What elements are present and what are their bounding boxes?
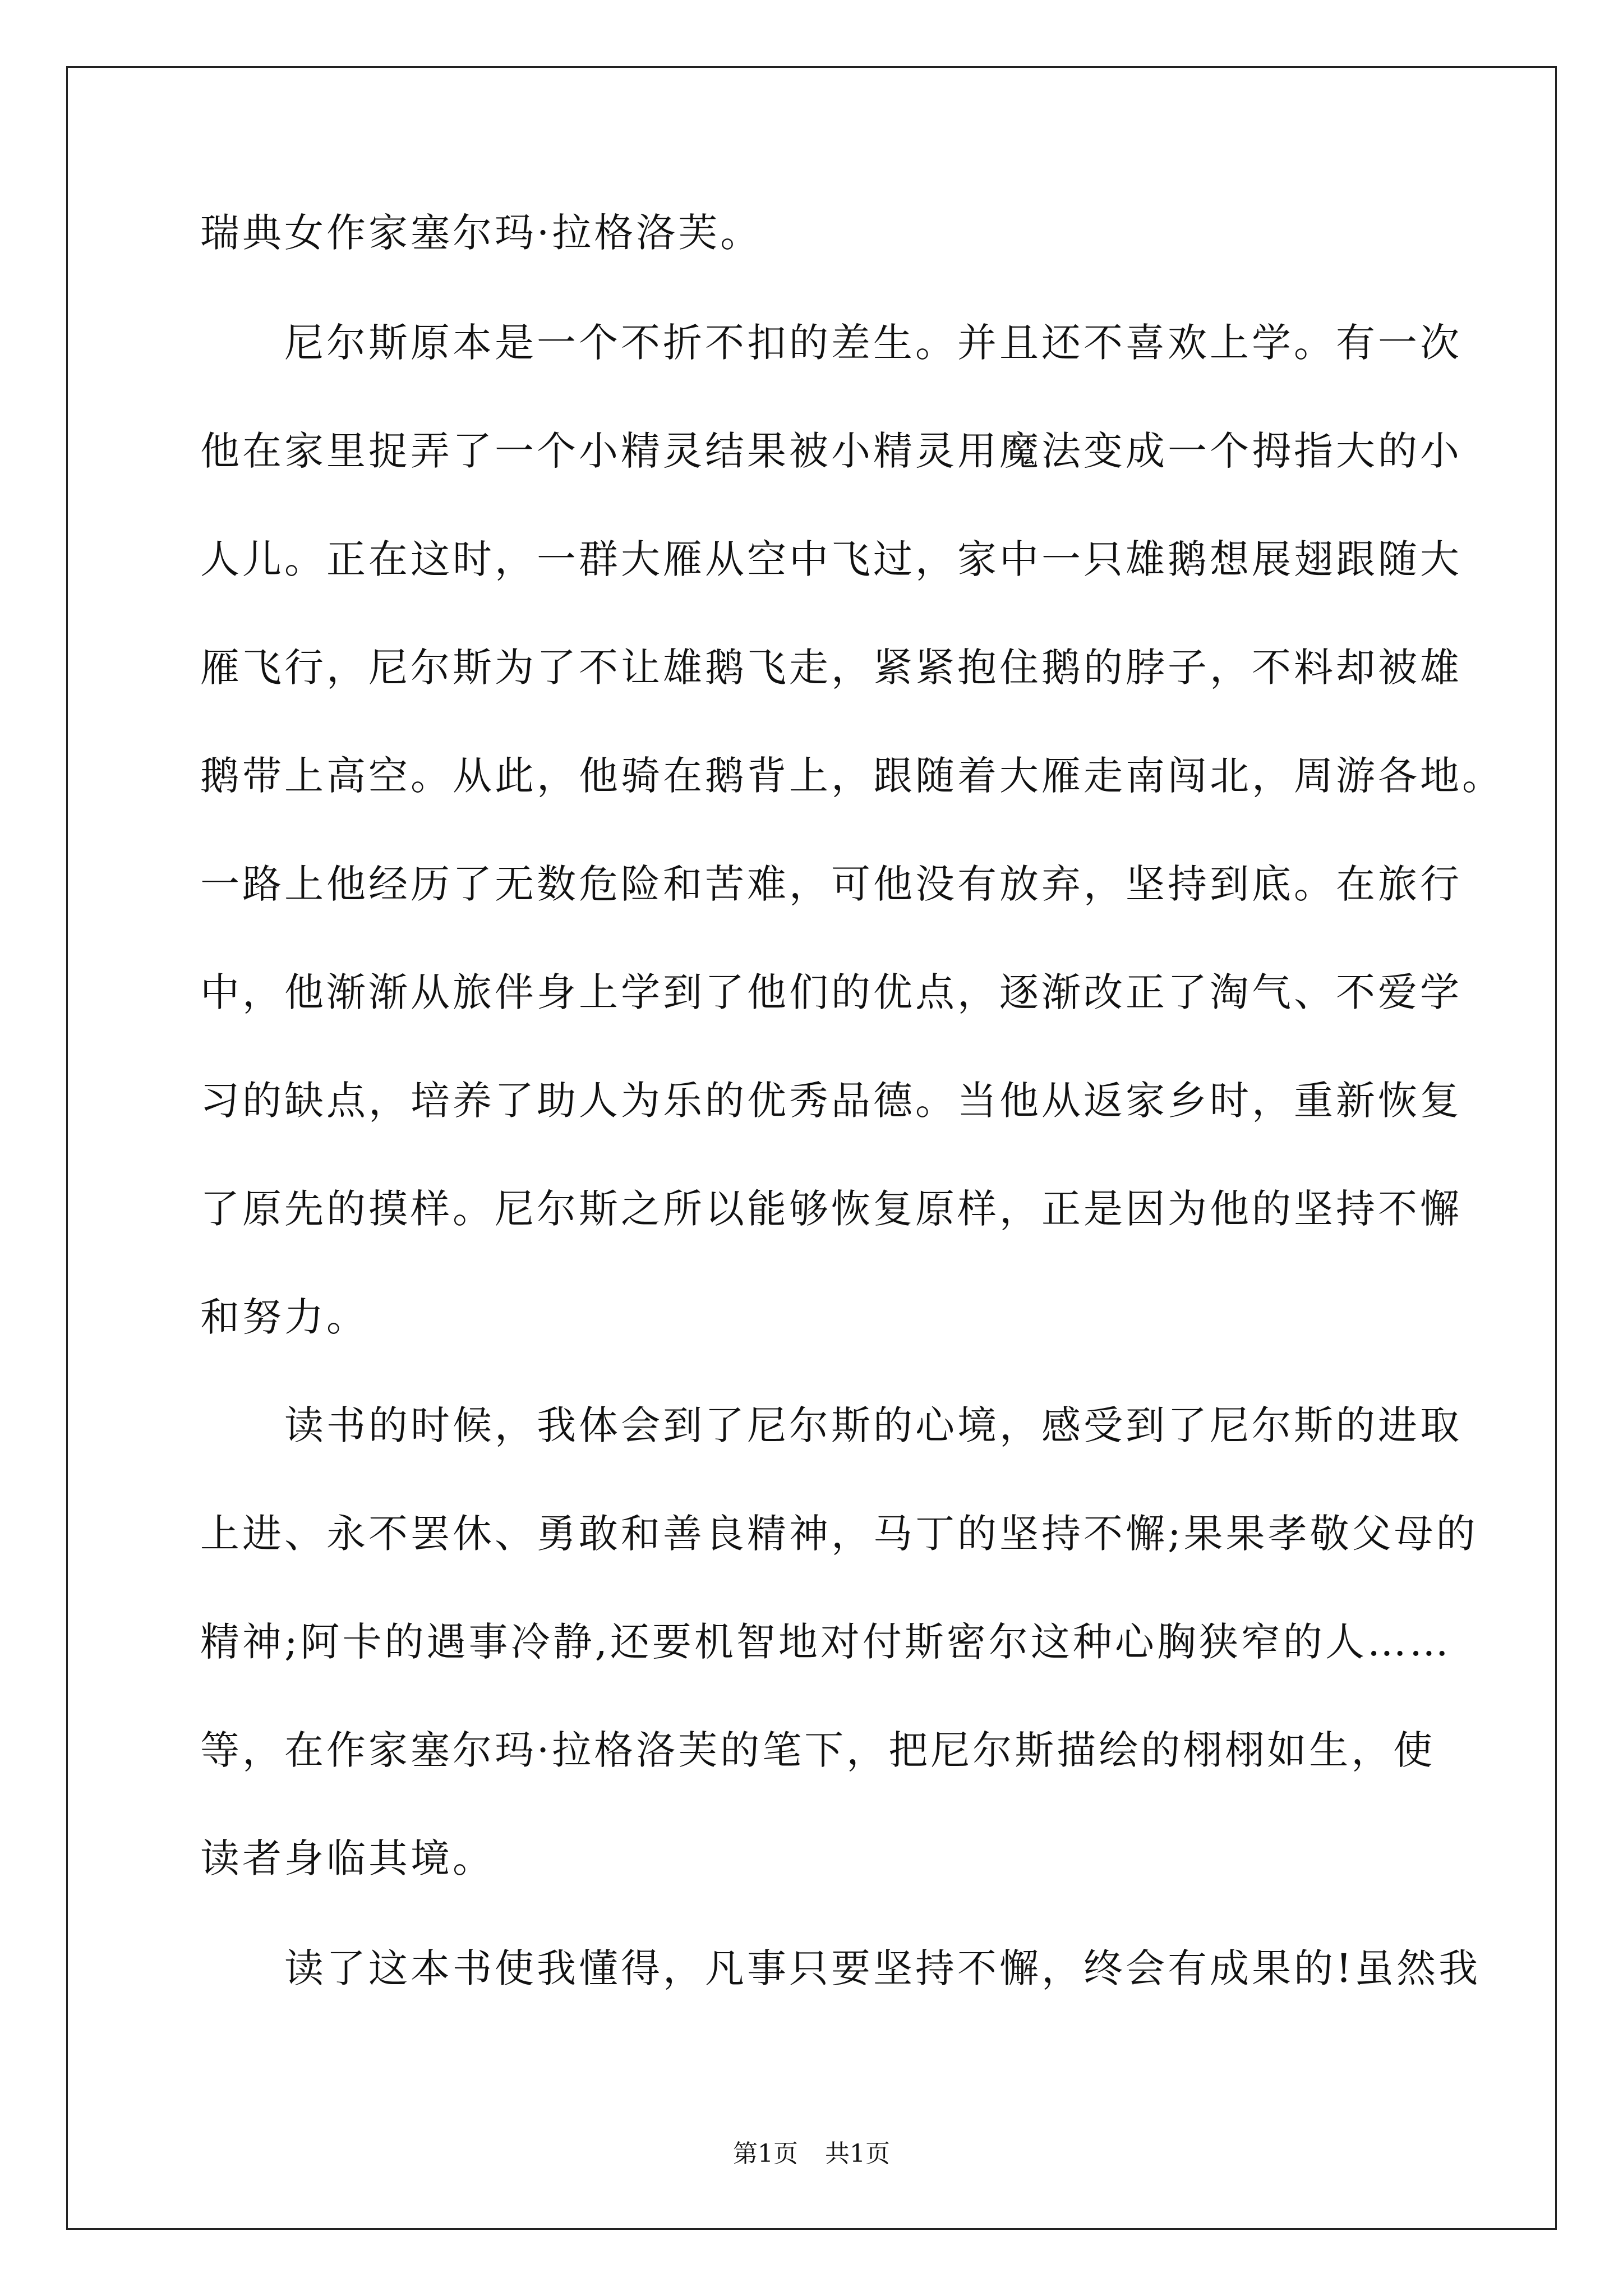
text-line: 了原先的摸样。尼尔斯之所以能够恢复原样，正是因为他的坚持不懈	[200, 1186, 1462, 1232]
text-line: 中，他渐渐从旅伴身上学到了他们的优点，逐渐改正了淘气、不爱学	[200, 969, 1462, 1015]
page-footer	[0, 2137, 1623, 2171]
text-line: 和努力。	[200, 1294, 368, 1340]
text-line: 鹅带上高空。从此，他骑在鹅背上，跟随着大雁走南闯北，周游各地。	[200, 753, 1504, 799]
page-border	[66, 66, 1557, 2230]
text-line: 人儿。正在这时，一群大雁从空中飞过，家中一只雄鹅想展翅跟随大	[200, 536, 1462, 582]
text-line: 读者身临其境。	[200, 1835, 495, 1881]
text-line: 雁飞行，尼尔斯为了不让雄鹅飞走，紧紧抱住鹅的脖子，不料却被雄	[200, 645, 1462, 691]
text-line: 一路上他经历了无数危险和苦难，可他没有放弃，坚持到底。在旅行	[200, 861, 1462, 907]
text-line: 他在家里捉弄了一个小精灵结果被小精灵用魔法变成一个拇指大的小	[200, 428, 1462, 474]
paragraph-first-line: 读了这本书使我懂得，凡事只要坚持不懈，终会有成果的!虽然我	[284, 1945, 1481, 1991]
text-line: 等，在作家塞尔玛·拉格洛芙的笔下，把尼尔斯描绘的栩栩如生，使	[200, 1727, 1436, 1773]
text-line: 上进、永不罢休、勇敢和善良精神，马丁的坚持不懈;果果孝敬父母的	[200, 1511, 1478, 1557]
text-line: 精神;阿卡的遇事冷静,还要机智地对付斯密尔这种心胸狭窄的人……	[200, 1619, 1451, 1665]
paragraph-first-line: 尼尔斯原本是一个不折不扣的差生。并且还不喜欢上学。有一次	[284, 320, 1462, 366]
page-total: 共1页	[825, 2139, 890, 2168]
page-number: 第1页	[733, 2139, 798, 2168]
paragraph-first-line: 读书的时候，我体会到了尼尔斯的心境，感受到了尼尔斯的进取	[284, 1402, 1462, 1448]
text-line: 瑞典女作家塞尔玛·拉格洛芙。	[200, 210, 763, 256]
text-line: 习的缺点，培养了助人为乐的优秀品德。当他从返家乡时，重新恢复	[200, 1078, 1462, 1124]
